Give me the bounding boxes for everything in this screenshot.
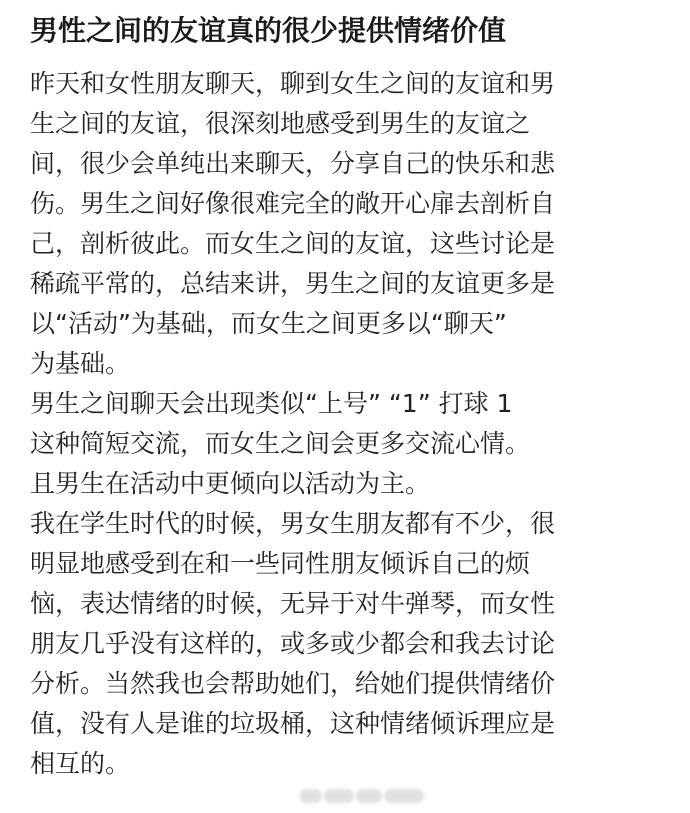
body-line: 朋友几乎没有这样的，或多或少都会和我去讨论 [30,629,556,658]
body-line: 为基础。 [30,349,131,378]
blurred-watermark [300,787,428,805]
body-line: 昨天和女性朋友聊天，聊到女生之间的友谊和男 [30,69,556,98]
body-line: 稀疏平常的，总结来讲，男生之间的友谊更多是 [30,269,556,298]
body-line: 值，没有人是谁的垃圾桶，这种情绪倾诉理应是 [30,709,556,738]
body-line: 男生之间聊天会出现类似“上号” “1” 打球 1 [30,389,513,418]
body-line: 伤。男生之间好像很难完全的敞开心扉去剖析自 [30,189,556,218]
body-line: 间，很少会单纯出来聊天，分享自己的快乐和悲 [30,149,556,178]
body-line: 恼，表达情绪的时候，无异于对牛弹琴，而女性 [30,589,556,618]
body-line: 生之间的友谊，很深刻地感受到男生的友谊之 [30,109,531,138]
body-line: 以“活动”为基础，而女生之间更多以“聊天” [30,309,507,338]
body-line: 己，剖析彼此。而女生之间的友谊，这些讨论是 [30,229,556,258]
post-title: 男性之间的友谊真的很少提供情绪价值 [30,14,507,47]
body-line: 明显地感受到在和一些同性朋友倾诉自己的烦 [30,549,531,578]
body-line: 这种简短交流，而女生之间会更多交流心情。 [30,429,531,458]
body-line: 我在学生时代的时候，男女生朋友都有不少，很 [30,509,556,538]
body-line: 分析。当然我也会帮助她们，给她们提供情绪价 [30,669,556,698]
body-line: 且男生在活动中更倾向以活动为主。 [30,469,431,498]
body-line: 相互的。 [30,749,131,778]
